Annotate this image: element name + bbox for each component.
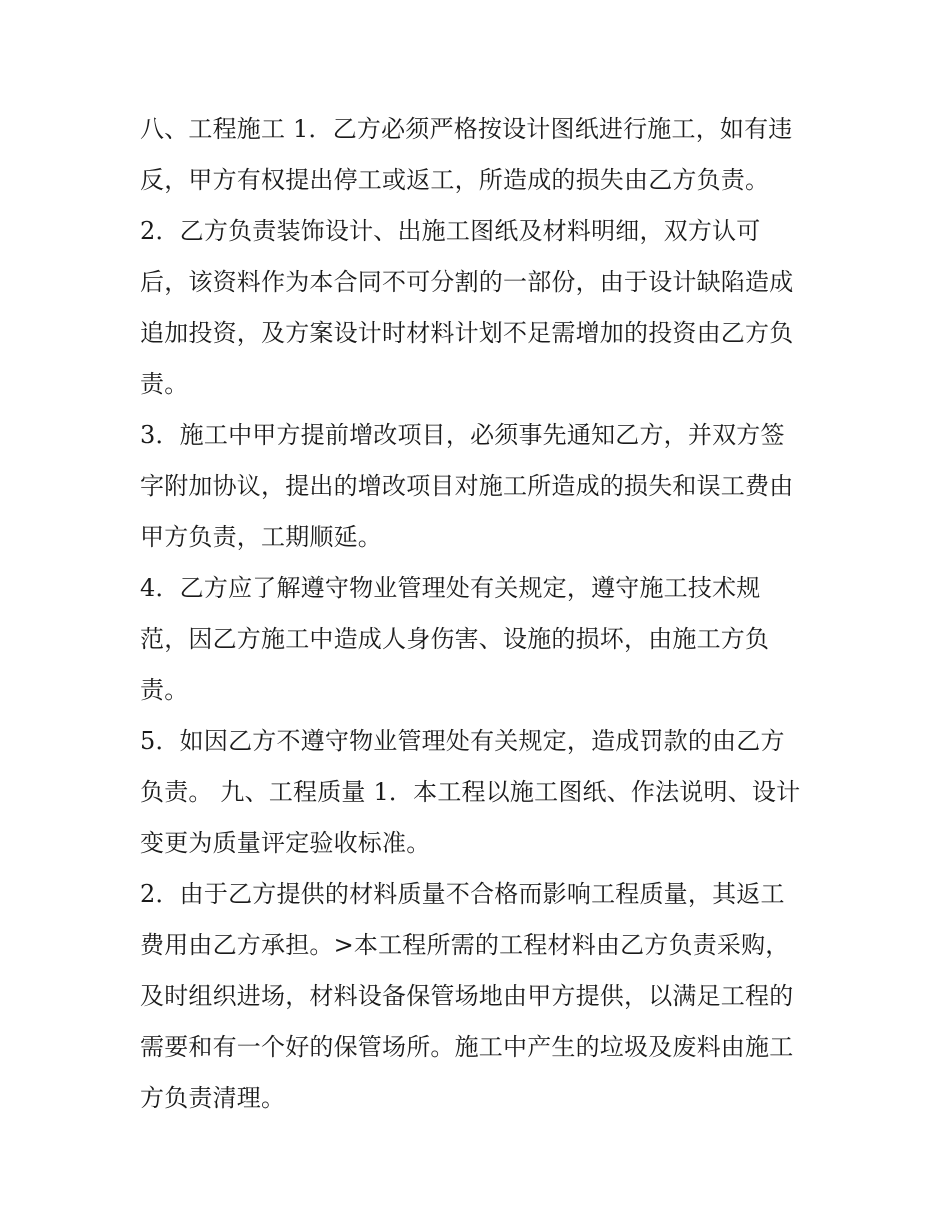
text-line: 3．施工中甲方提前增改项目，必须事先通知乙方，并双方签 [140,421,785,449]
text-line: 负责。 九、工程质量 1．本工程以施工图纸、作法说明、设计 [140,778,801,806]
text-line: 责。 [140,370,189,398]
document-body [140,104,820,1124]
text-line: 需要和有一个好的保管场所。施工中产生的垃圾及废料由施工 [140,1033,794,1061]
text-line: 4．乙方应了解遵守物业管理处有关规定，遵守施工技术规 [140,574,761,602]
text-line: 及时组织进场，材料设备保管场地由甲方提供，以满足工程的 [140,982,794,1010]
text-line: 范，因乙方施工中造成人身伤害、设施的损坏，由施工方负 [140,625,770,653]
text-line: 后，该资料作为本合同不可分割的一部份，由于设计缺陷造成 [140,268,794,296]
text-line: 责。 [140,676,189,704]
text-line: 2．由于乙方提供的材料质量不合格而影响工程质量，其返工 [140,880,785,908]
text-line: 八、工程施工 1．乙方必须严格按设计图纸进行施工，如有违 [140,115,793,143]
text-line: 反，甲方有权提出停工或返工，所造成的损失由乙方负责。 [140,166,770,194]
text-line: 追加投资，及方案设计时材料计划不足需增加的投资由乙方负 [140,319,794,347]
text-line: 变更为质量评定验收标准。 [140,829,431,857]
text-line: 5．如因乙方不遵守物业管理处有关规定，造成罚款的由乙方 [140,727,785,755]
text-line: 2．乙方负责装饰设计、出施工图纸及材料明细，双方认可 [140,217,761,245]
text-line: 字附加协议，提出的增改项目对施工所造成的损失和误工费由 [140,472,794,500]
text-line: 方负责清理。 [140,1084,286,1112]
text-line: 费用由乙方承担。>本工程所需的工程材料由乙方负责采购， [140,931,790,959]
text-line: 甲方负责，工期顺延。 [140,523,382,551]
